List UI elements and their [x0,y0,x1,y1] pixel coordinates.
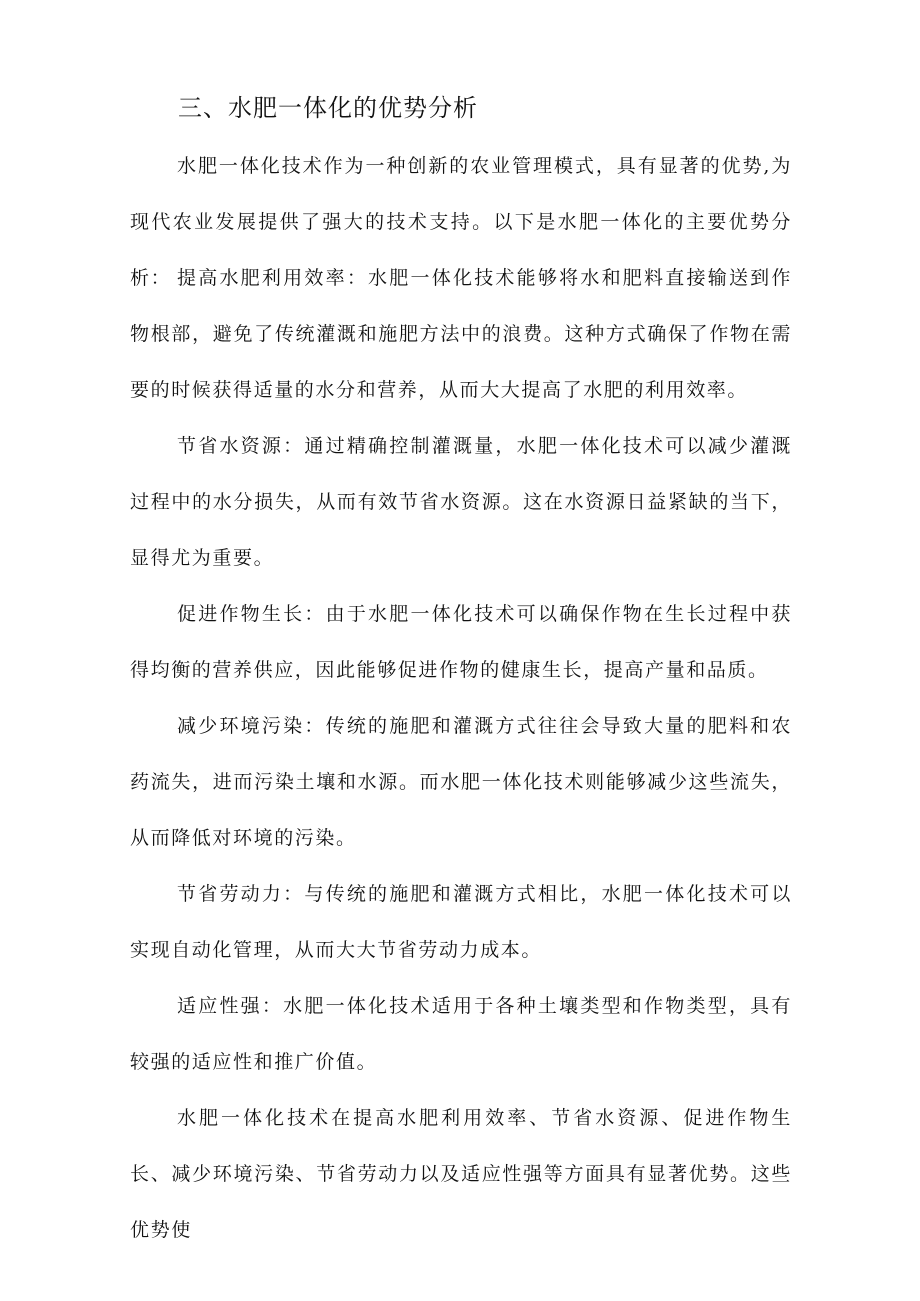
paragraph-adaptability: 适应性强：水肥一体化技术适用于各种土壤类型和作物类型，具有较强的适应性和推广价值。 [130,995,792,1073]
paragraph-pollution: 减少环境污染：传统的施肥和灌溉方式往往会导致大量的肥料和农药流失，进而污染土壤和水源。而水肥一体化技术则能够减少这些流失，从而降低对环境的污染。 [130,715,792,849]
paragraph-efficiency: 提高水肥利用效率：水肥一体化技术能够将水和肥料直接输送到作物根部，避免了传统灌溉和施肥方法中的浪费。这种方式确保了作物在需要的时候获得适量的水分和营养，从而大大提高了水肥的利用效率。 [130,267,792,401]
paragraph-crop-growth: 促进作物生长：由于水肥一体化技术可以确保作物在生长过程中获得均衡的营养供应，因此能够促进作物的健康生长，提高产量和品质。 [130,603,792,681]
paragraph-intro: 水肥一体化技术作为一种创新的农业管理模式，具有显著的优势,为现代农业发展提供了强大的技术支持。以下是水肥一体化的主要优势分析： [130,155,792,289]
paragraph-water-saving: 节省水资源：通过精确控制灌溉量，水肥一体化技术可以减少灌溉过程中的水分损失，从而有效节省水资源。这在水资源日益紧缺的当下，显得尤为重要。 [130,435,792,569]
paragraph-labor: 节省劳动力：与传统的施肥和灌溉方式相比，水肥一体化技术可以实现自动化管理，从而大大节省劳动力成本。 [130,883,792,961]
section-heading: 三、水肥一体化的优势分析 [178,94,478,122]
paragraph-summary: 水肥一体化技术在提高水肥利用效率、节省水资源、促进作物生长、减少环境污染、节省劳动力以及适应性强等方面具有显著优势。这些优势使 [130,1107,792,1241]
